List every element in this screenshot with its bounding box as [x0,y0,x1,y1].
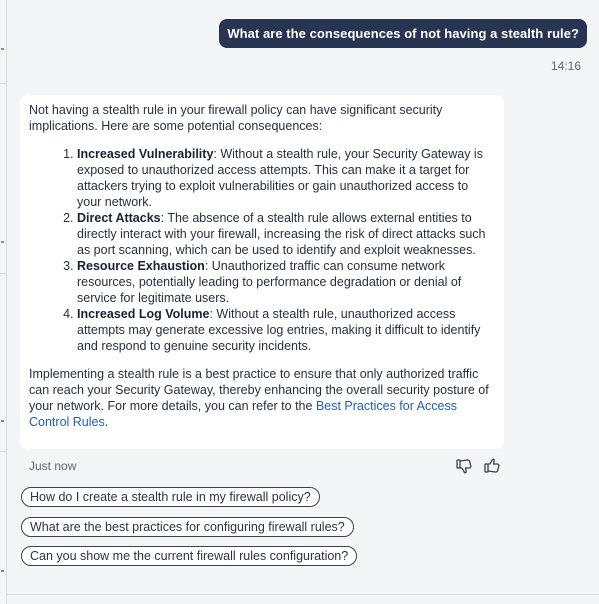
suggestion-chip[interactable]: How do I create a stealth rule in my firewall policy? [21,487,320,507]
list-item-title: Increased Log Volume [77,307,210,321]
suggestion-chip[interactable]: Can you show me the current firewall rules configuration? [21,546,357,566]
consequences-list [29,146,495,354]
edge-marker [1,420,4,422]
list-item-body: : The absence of a stealth rule allows external entities to directly interact with your firewall, increasing the risk of direct attacks such as port scanning, which can be used to identify and exploit weaknesses. [77,211,486,257]
assistant-message-card [20,95,504,449]
conclusion-period: . [104,415,109,429]
list-item [77,210,495,258]
assistant-conclusion [29,366,495,430]
assistant-message-time: Just now [29,459,77,473]
assistant-intro: Not having a stealth rule in your firewall policy can have significant security implications. Here are some potential consequences: [29,103,443,133]
list-item-title: Resource Exhaustion [77,259,205,273]
edge-marker [1,48,4,50]
user-message-text: What are the consequences of not having a stealth rule? [227,26,579,41]
list-item [77,306,495,354]
list-item-title: Direct Attacks [77,211,161,225]
edge-divider [0,83,6,84]
edge-divider [0,273,6,274]
conclusion-text: Implementing a stealth rule is a best practice to ensure that only authorized traffic can reach your Security Gateway, thereby enhancing the overall security posture of your network. For more details, you can refer to the [29,367,489,413]
user-message-bubble [219,19,587,48]
list-item-body: : Without a stealth rule, unauthorized access attempts may generate excessive log entries, making it difficult to identify and respond to genuine security incidents. [77,307,481,353]
list-item-body: : Unauthorized traffic can consume network resources, potentially leading to performance degradation or denial of service for legitimate users. [77,259,462,305]
edge-marker [1,570,4,572]
edge-marker [1,241,4,243]
thumbs-up-icon[interactable] [483,457,501,475]
left-panel-edge [0,0,7,604]
list-item-body: : Without a stealth rule, your Security Gateway is exposed to unauthorized access attempts. This can make it a target for attackers trying to exploit vulnerabilities or gain unauthorized access to your network. [77,147,483,209]
assistant-message-meta [29,459,504,475]
thumbs-down-icon[interactable] [455,457,473,475]
user-message-time: 14:16 [550,59,581,73]
best-practices-link[interactable]: Best Practices for Access Control Rules [29,399,457,429]
suggestion-chip[interactable]: What are the best practices for configuring firewall rules? [21,517,354,537]
list-item-title: Increased Vulnerability [77,147,214,161]
edge-divider [0,451,6,452]
list-item [77,146,495,210]
list-item [77,258,495,306]
bottom-divider [6,594,599,595]
